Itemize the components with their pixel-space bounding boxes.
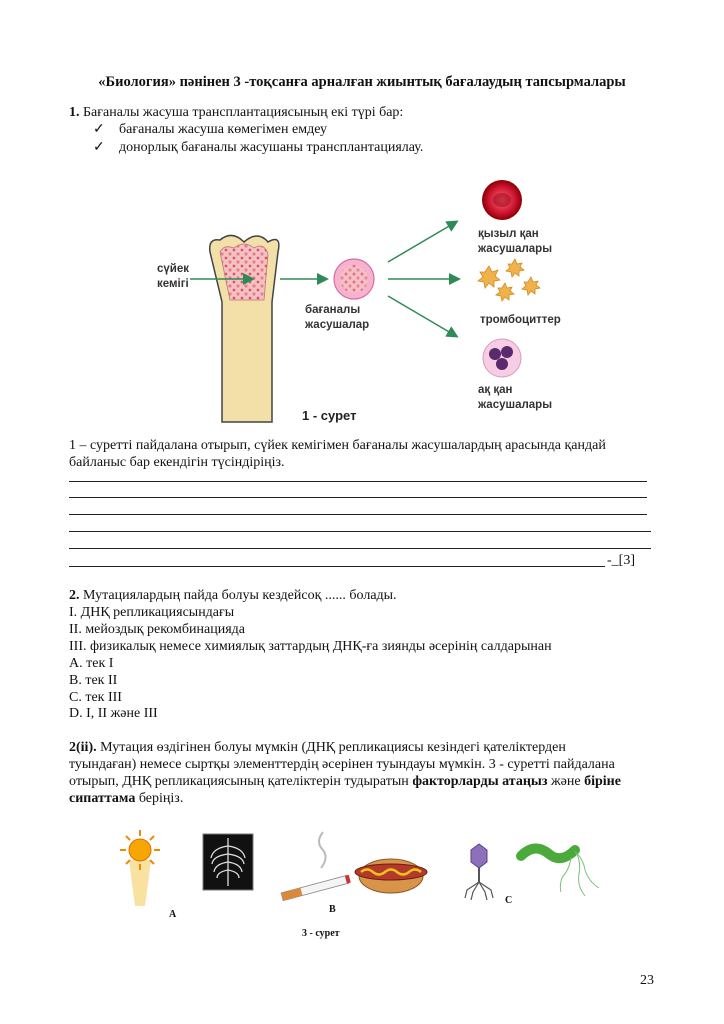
red-blood-cells-label: қызыл қан жасушалары xyxy=(478,228,553,255)
question-1 xyxy=(69,104,403,121)
figure-caption: 1 - сурет xyxy=(302,408,357,423)
bone-icon xyxy=(210,235,279,422)
question-2: 2. Мутациялардың пайда болуы кездейсоқ ...... болады. xyxy=(69,588,397,603)
figure-label-a: A xyxy=(169,909,177,920)
answer-line xyxy=(69,497,647,498)
stem-cell-icon xyxy=(334,259,374,299)
question-number: 1. xyxy=(69,105,80,120)
xray-icon xyxy=(203,834,253,890)
bone-marrow-label: сүйек кемігі xyxy=(157,263,190,290)
sun-icon xyxy=(120,830,160,906)
answer-line xyxy=(69,548,651,549)
platelets-icon xyxy=(478,259,540,301)
red-blood-cell-icon xyxy=(482,180,522,220)
hotdog-icon xyxy=(355,859,427,893)
option-b: B. тек II xyxy=(69,673,118,688)
marks-label: -_[3] xyxy=(607,553,635,568)
statement: III. физикалық немесе химиялық заттардың ДНҚ-ға зиянды әсерінің салдарынан xyxy=(69,639,552,654)
figure-label-b: B xyxy=(329,904,336,915)
question-text: Бағаналы жасуша трансплантациясының екі түрі бар: xyxy=(83,105,404,120)
cigarette-icon xyxy=(281,832,351,901)
checkmark-icon: ✓ xyxy=(93,140,105,155)
option-c: C. тек III xyxy=(69,690,122,705)
statement: I. ДНҚ репликациясындағы xyxy=(69,605,235,620)
answer-line xyxy=(69,566,605,567)
list-item xyxy=(93,139,423,156)
answer-line xyxy=(69,514,647,515)
figure-label-c: C xyxy=(505,895,513,906)
statement: II. мейоздық рекомбинацияда xyxy=(69,622,245,637)
page-title: «Биология» пәнінен 3 -тоқсанға арналған жиынтық бағалаудың тапсырмалары xyxy=(98,74,626,90)
bacterium-icon xyxy=(521,848,599,896)
white-blood-cell-icon xyxy=(483,339,521,377)
question-2ii: 2(ii). Мутация өздігінен болуы мүмкін (ДНҚ репликациясы кезіндегі қателіктерден туындаған) немесе сыртқы элементтердің әсерінен туындауы мүмкін. 3 - суретті пайдалана отырып, ДНҚ репликациясының қателіктерін тудыратын факторларды атаңыз және біріне сипаттама беріңіз. xyxy=(69,740,621,806)
option-a: A. тек I xyxy=(69,656,114,671)
answer-line xyxy=(69,531,651,532)
list-item xyxy=(93,121,327,138)
list-item-text: донорлық бағаналы жасушаны трансплантациялау. xyxy=(119,140,424,155)
figure-3-caption: 3 - сурет xyxy=(302,928,340,939)
figure-3-diagram xyxy=(115,828,605,920)
stem-cells-label: бағаналы жасушалар xyxy=(305,304,370,331)
list-item-text: бағаналы жасуша көмегімен емдеу xyxy=(119,122,328,137)
option-d: D. I, II және III xyxy=(69,706,158,721)
white-blood-cells-label: ақ қан жасушалары xyxy=(478,384,553,411)
question-1-prompt: 1 – суретті пайдалана отырып, сүйек кемігімен бағаналы жасушалардың арасында қандай байланыс бар екендігін түсіндіріңіз. xyxy=(69,438,606,470)
page-number: 23 xyxy=(640,973,654,988)
platelets-label: тромбоциттер xyxy=(480,314,561,326)
checkmark-icon: ✓ xyxy=(93,122,105,137)
virus-icon xyxy=(465,844,493,900)
answer-line xyxy=(69,481,647,482)
